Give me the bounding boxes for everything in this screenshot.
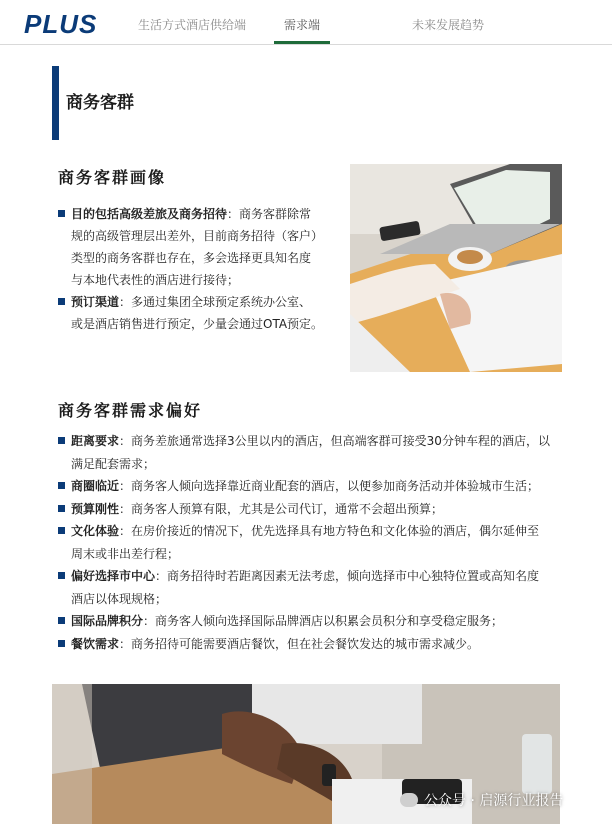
item-lead: 国际品牌积分 <box>71 614 144 628</box>
list-item <box>58 565 568 610</box>
item-text: 商务客群除常 <box>239 207 312 221</box>
item-text: 类型的商务客群也存在，多会选择更具知名度 <box>71 251 312 265</box>
item-lead: 餐饮需求 <box>71 636 120 651</box>
watermark-text: 公众号 · 启源行业报告 <box>424 793 564 809</box>
list-item <box>58 498 568 521</box>
item-text: 商务招待可能需要酒店餐饮，但在社会餐饮发达的城市需求减少。 <box>131 636 480 651</box>
item-text: 满足配套需求； <box>71 456 156 471</box>
item-text: 多通过集团全球预定系统办公室、 <box>131 295 312 309</box>
item-text: 规的高级管理层出差外，目前商务招待（客户） <box>71 229 324 243</box>
top-navigation <box>0 0 612 45</box>
item-text: 或是酒店销售进行预定，少量会通过OTA预定。 <box>71 317 324 331</box>
wechat-icon <box>400 793 418 807</box>
list-item <box>58 610 568 633</box>
item-separator: ： <box>143 614 156 628</box>
preferences-heading: 商务客群需求偏好 <box>58 401 203 420</box>
laptop-desk-photo <box>350 164 562 372</box>
tab-demand[interactable]: 需求端 <box>284 18 321 32</box>
item-text: 商务差旅通常选择3公里以内的酒店，但高端客群可接受30分钟车程的酒店，以 <box>131 434 550 448</box>
item-lead: 偏好选择市中心 <box>71 569 156 583</box>
list-item <box>58 520 568 565</box>
tab-future-trends[interactable]: 未来发展趋势 <box>412 18 485 32</box>
list-item <box>58 475 568 498</box>
item-lead: 目的包括高级差旅及商务招待 <box>71 207 228 221</box>
item-lead: 商圈临近 <box>71 479 120 493</box>
portrait-list <box>58 203 348 335</box>
active-tab-indicator <box>274 41 330 44</box>
item-text: 商务客人预算有限，尤其是公司代订，通常不会超出预算； <box>131 501 444 516</box>
square-bullet-icon <box>58 640 65 647</box>
tab-lifestyle-hotel-supply[interactable]: 生活方式酒店供给端 <box>138 18 247 32</box>
item-lead: 距离要求 <box>71 434 120 448</box>
square-bullet-icon <box>58 482 65 489</box>
item-separator: ： <box>155 569 168 583</box>
section-accent-bar <box>52 66 59 140</box>
square-bullet-icon <box>58 572 65 579</box>
item-text: 与本地代表性的酒店进行接待； <box>71 273 240 287</box>
item-lead: 预订渠道 <box>71 295 120 309</box>
item-text: 酒店以体现规格； <box>71 591 168 606</box>
square-bullet-icon <box>58 617 65 624</box>
item-separator: ： <box>119 524 132 538</box>
square-bullet-icon <box>58 298 65 305</box>
item-separator: ： <box>119 434 132 448</box>
item-separator: ： <box>119 479 132 493</box>
portrait-heading: 商务客群画像 <box>58 168 167 187</box>
item-text: 商务招待时若距离因素无法考虑，倾向选择市中心独特位置或高知名度 <box>167 569 540 583</box>
item-lead: 预算刚性 <box>71 501 120 516</box>
item-lead: 文化体验 <box>71 524 120 538</box>
list-item <box>58 633 568 656</box>
square-bullet-icon <box>58 210 65 217</box>
item-text: 商务客人倾向选择靠近商业配套的酒店，以便参加商务活动并体验城市生活； <box>131 479 540 493</box>
square-bullet-icon <box>58 437 65 444</box>
list-item <box>58 203 348 291</box>
list-item <box>58 430 568 475</box>
square-bullet-icon <box>58 505 65 512</box>
item-separator: ： <box>227 207 240 221</box>
preferences-list <box>58 430 568 655</box>
item-text: 商务客人倾向选择国际品牌酒店以积累会员积分和享受稳定服务； <box>155 614 504 628</box>
item-text: 在房价接近的情况下，优先选择具有地方特色和文化体验的酒店，偶尔延伸至 <box>131 524 540 538</box>
item-separator: ： <box>119 295 132 309</box>
item-separator: ： <box>119 636 132 651</box>
item-text: 周末或非出差行程； <box>71 546 180 561</box>
section-title: 商务客群 <box>66 93 134 113</box>
watermark <box>400 790 563 810</box>
item-separator: ： <box>119 501 132 516</box>
list-item <box>58 291 348 335</box>
plus-logo: PLUS <box>24 9 98 39</box>
square-bullet-icon <box>58 527 65 534</box>
